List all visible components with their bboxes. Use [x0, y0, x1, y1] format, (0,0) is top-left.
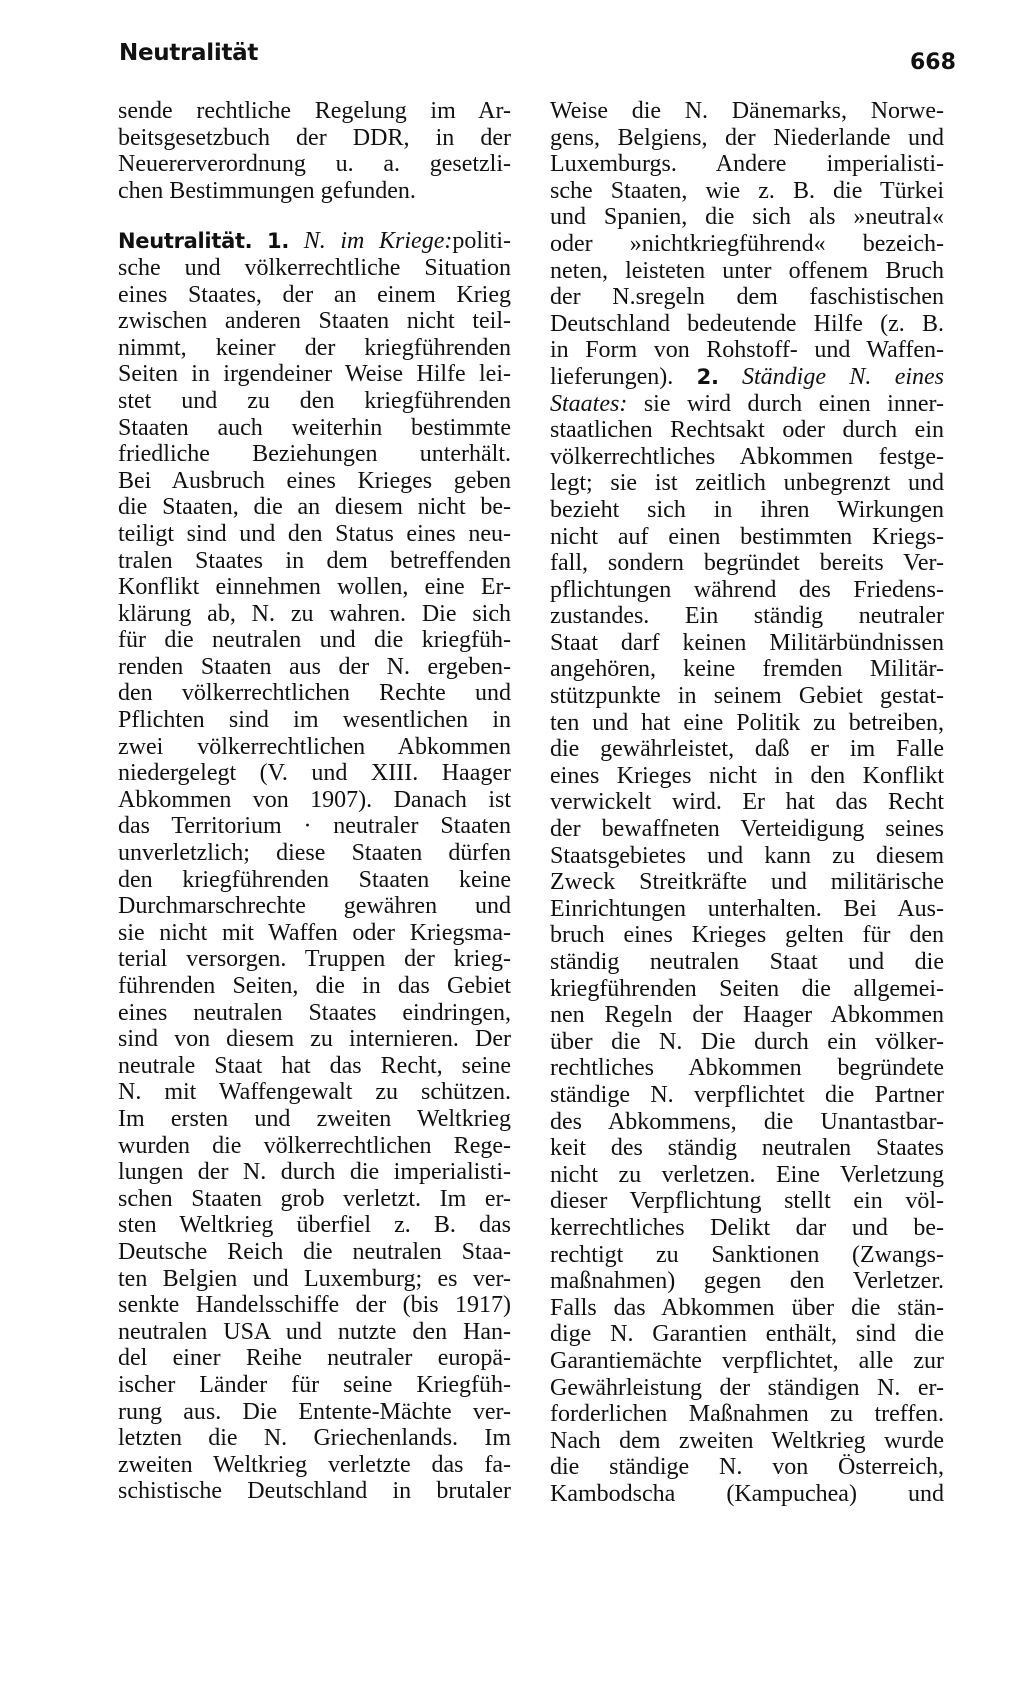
text-line: letzten die N. Griechenlands. Im	[118, 1425, 511, 1452]
text-line: pflichtungen während des Friedens-	[550, 576, 944, 603]
entry-neutralitaet	[118, 228, 511, 1505]
text-line: ständig neutralen Staat und die	[550, 949, 944, 975]
text-line: nen Regeln der Haager Abkommen	[550, 1002, 944, 1029]
subheading-im-kriege: N. im Kriege:	[303, 228, 453, 255]
text-line: Neuererverordnung u. a. gesetzli-	[118, 151, 511, 178]
text-line: für die neutralen und die kriegfüh-	[118, 627, 511, 654]
section-2-continuation-line	[550, 391, 944, 418]
right-column	[550, 98, 944, 1507]
text-line: friedliche Beziehungen unterhält.	[118, 441, 511, 468]
text-line: wurden die völkerrechtlichen Rege-	[118, 1132, 511, 1159]
text-line: Staatsgebietes und kann zu diesem	[550, 842, 944, 869]
text-line: forderlichen Maßnahmen zu treffen.	[550, 1401, 944, 1428]
text-line: neten, leisteten unter offenem Bruch	[550, 257, 944, 284]
text-line: Konflikt einnehmen wollen, eine Er-	[118, 574, 511, 601]
text-line: nimmt, keiner der kriegführenden	[118, 334, 511, 361]
text-line: gens, Belgiens, der Niederlande und	[550, 124, 944, 151]
text-line: klärung ab, N. zu wahren. Die sich	[118, 600, 511, 627]
text-line: renden Staaten aus der N. ergeben-	[118, 653, 511, 680]
text-line: niedergelegt (V. und XIII. Haager	[118, 760, 511, 787]
text-line: staatlichen Rechtsakt oder durch ein	[550, 417, 944, 444]
text-line: und Spanien, die sich als »neutral«	[550, 204, 944, 231]
text-line: Deutschland bedeutende Hilfe (z. B.	[550, 310, 944, 337]
text-line: legt; sie ist zeitlich unbegrenzt und	[550, 470, 944, 497]
text-line: schen Staaten grob verletzt. Im er-	[118, 1185, 511, 1212]
text-line: Kambodscha (Kampuchea) und	[550, 1480, 944, 1507]
text-line: Falls das Abkommen über die stän-	[550, 1294, 944, 1321]
text-line: stützpunkte in seinem Gebiet gestat-	[550, 683, 944, 710]
carry-over-paragraph	[118, 98, 511, 204]
text-line: sten Weltkrieg überfiel z. B. das	[118, 1212, 511, 1239]
text-line: unverletzlich; diese Staaten dürfen	[118, 840, 511, 867]
text-line: Bei Ausbruch eines Krieges geben	[118, 467, 511, 494]
text-line: eines Krieges nicht in den Konflikt	[550, 762, 944, 789]
text-line: zweiten Weltkrieg verletzte das fa-	[118, 1451, 511, 1478]
text-line: Pflichten sind im wesentlichen in	[118, 707, 511, 734]
section-2-line	[550, 364, 944, 391]
text-line: dieser Verpflichtung stellt ein völ-	[550, 1188, 944, 1215]
text-line: kerrechtliches Delikt dar und be-	[550, 1214, 944, 1241]
text-line: sche Staaten, wie z. B. die Türkei	[550, 177, 944, 204]
text-line: N. mit Waffengewalt zu schützen.	[118, 1079, 511, 1106]
text-line: stet und zu den kriegführenden	[118, 387, 511, 414]
text-line: ten und hat eine Politik zu betreiben,	[550, 709, 944, 736]
text-line: Staaten auch weiterhin bestimmte	[118, 414, 511, 441]
paragraph-gap	[118, 204, 511, 228]
text-line: sche und völkerrechtliche Situation	[118, 254, 511, 281]
text-line: Weise die N. Dänemarks, Norwe-	[550, 98, 944, 124]
text-line: Gewährleistung der ständigen N. er-	[550, 1374, 944, 1401]
text-line: fall, sondern begründet bereits Ver-	[550, 550, 944, 577]
text-line: der bewaffneten Verteidigung seines	[550, 816, 944, 843]
text-line: völkerrechtliches Abkommen festge-	[550, 443, 944, 470]
text-line: chen Bestimmungen gefunden.	[118, 177, 416, 204]
text-line: bruch eines Krieges gelten für den	[550, 922, 944, 949]
text-line: in Form von Rohstoff- und Waffen-	[550, 337, 944, 364]
running-head: Neutralität	[119, 40, 259, 66]
text-line: den völkerrechtlichen Rechte und	[118, 680, 511, 707]
entry-first-line	[118, 228, 511, 255]
section-2-body	[550, 417, 944, 1507]
text-line: ten Belgien und Luxemburg; es ver-	[118, 1265, 511, 1292]
text-line: maßnahmen) gegen den Verletzer.	[550, 1268, 944, 1295]
text-line: die gewährleistet, daß er im Falle	[550, 736, 944, 763]
text-line: sie nicht mit Waffen oder Kriegsma-	[118, 919, 511, 946]
text-line: führenden Seiten, die in das Gebiet	[118, 973, 511, 999]
text-line: rung aus. Die Entente-Mächte ver-	[118, 1398, 511, 1425]
text-line: rechtigt zu Sanktionen (Zwangs-	[550, 1241, 944, 1268]
text-line: eines Staates, der an einem Krieg	[118, 281, 511, 308]
text-line: nicht auf einen bestimmten Kriegs-	[550, 523, 944, 550]
text-fragment: politi-	[452, 228, 511, 255]
text-line: Seiten in irgendeiner Weise Hilfe lei-	[118, 361, 511, 388]
text-line: Durchmarschrechte gewähren und	[118, 893, 511, 920]
text-line: nicht zu verletzen. Eine Verletzung	[550, 1161, 944, 1188]
text-line: Nach dem zweiten Weltkrieg wurde	[550, 1427, 944, 1454]
text-line: den kriegführenden Staaten keine	[118, 866, 511, 893]
subheading-staendige-n: Ständige N. eines	[742, 363, 944, 390]
text-line: des Abkommens, die Unantastbar-	[550, 1108, 944, 1135]
text-line: über die N. Die durch ein völker-	[550, 1028, 944, 1055]
text-line: angehören, keine fremden Militär-	[550, 656, 944, 683]
text-line: senkte Handelsschiffe der (bis 1917)	[118, 1292, 511, 1319]
entry-body	[118, 255, 511, 1505]
text-line: neutralen USA und nutzte den Han-	[118, 1318, 511, 1345]
text-line: Abkommen von 1907). Danach ist	[118, 786, 511, 813]
text-line: zustandes. Ein ständig neutraler	[550, 603, 944, 630]
text-line: das Territorium · neutraler Staaten	[118, 813, 511, 840]
text-line: Im ersten und zweiten Weltkrieg	[118, 1105, 511, 1132]
text-line: Luxemburgs. Andere imperialisti-	[550, 151, 944, 178]
section-number-2: 2.	[696, 364, 719, 389]
text-line: lungen der N. durch die imperialisti-	[118, 1159, 511, 1186]
text-line: del einer Reihe neutraler europä-	[118, 1345, 511, 1372]
text-line: zwischen anderen Staaten nicht teil-	[118, 308, 511, 335]
text-line: die Staaten, die an diesem nicht be-	[118, 494, 511, 521]
text-line: beitsgesetzbuch der DDR, in der	[118, 124, 511, 151]
text-line: kriegführenden Seiten die allgemei-	[550, 975, 944, 1002]
text-line: Garantiemächte verpflichtet, alle zur	[550, 1347, 944, 1374]
page-number: 668	[910, 50, 956, 75]
text-line: sind von diesem zu internieren. Der	[118, 1026, 511, 1053]
text-line: oder »nichtkriegführend« bezeich-	[550, 230, 944, 257]
text-line: schistische Deutschland in brutaler	[118, 1478, 511, 1505]
text-line: tralen Staates in dem betreffenden	[118, 547, 511, 574]
text-fragment: lieferungen).	[550, 363, 674, 390]
text-line: Zweck Streitkräfte und militärische	[550, 869, 944, 896]
text-line: rechtliches Abkommen begründete	[550, 1055, 944, 1082]
continued-text	[550, 98, 944, 364]
text-line: bezieht sich in ihren Wirkungen	[550, 496, 944, 523]
text-line: ischer Länder für seine Kriegfüh-	[118, 1371, 511, 1398]
text-line: Einrichtungen unterhalten. Bei Aus-	[550, 895, 944, 922]
section-number-1: 1.	[267, 229, 290, 254]
text-line: zwei völkerrechtlichen Abkommen	[118, 733, 511, 760]
left-column	[118, 98, 511, 1505]
text-fragment: sie wird durch einen inner-	[643, 390, 944, 417]
text-line: teiligt sind und den Status eines neu-	[118, 520, 511, 547]
headword: Neutralität.	[118, 229, 253, 254]
text-line: ständige N. verpflichtet die Partner	[550, 1081, 944, 1108]
text-line: Deutsche Reich die neutralen Staa-	[118, 1238, 511, 1265]
text-line: Staat darf keinen Militärbündnissen	[550, 629, 944, 656]
text-line: eines neutralen Staates eindringen,	[118, 999, 511, 1026]
text-line: der N.sregeln dem faschistischen	[550, 284, 944, 311]
text-line: sende rechtliche Regelung im Ar-	[118, 98, 511, 124]
text-line: keit des ständig neutralen Staates	[550, 1135, 944, 1162]
text-line: dige N. Garantien enthält, sind die	[550, 1321, 944, 1348]
text-line: terial versorgen. Truppen der krieg-	[118, 946, 511, 973]
text-line: die ständige N. von Österreich,	[550, 1454, 944, 1481]
subheading-staates: Staates:	[550, 390, 628, 417]
text-line: neutrale Staat hat das Recht, seine	[118, 1052, 511, 1079]
text-line: verwickelt wird. Er hat das Recht	[550, 789, 944, 816]
